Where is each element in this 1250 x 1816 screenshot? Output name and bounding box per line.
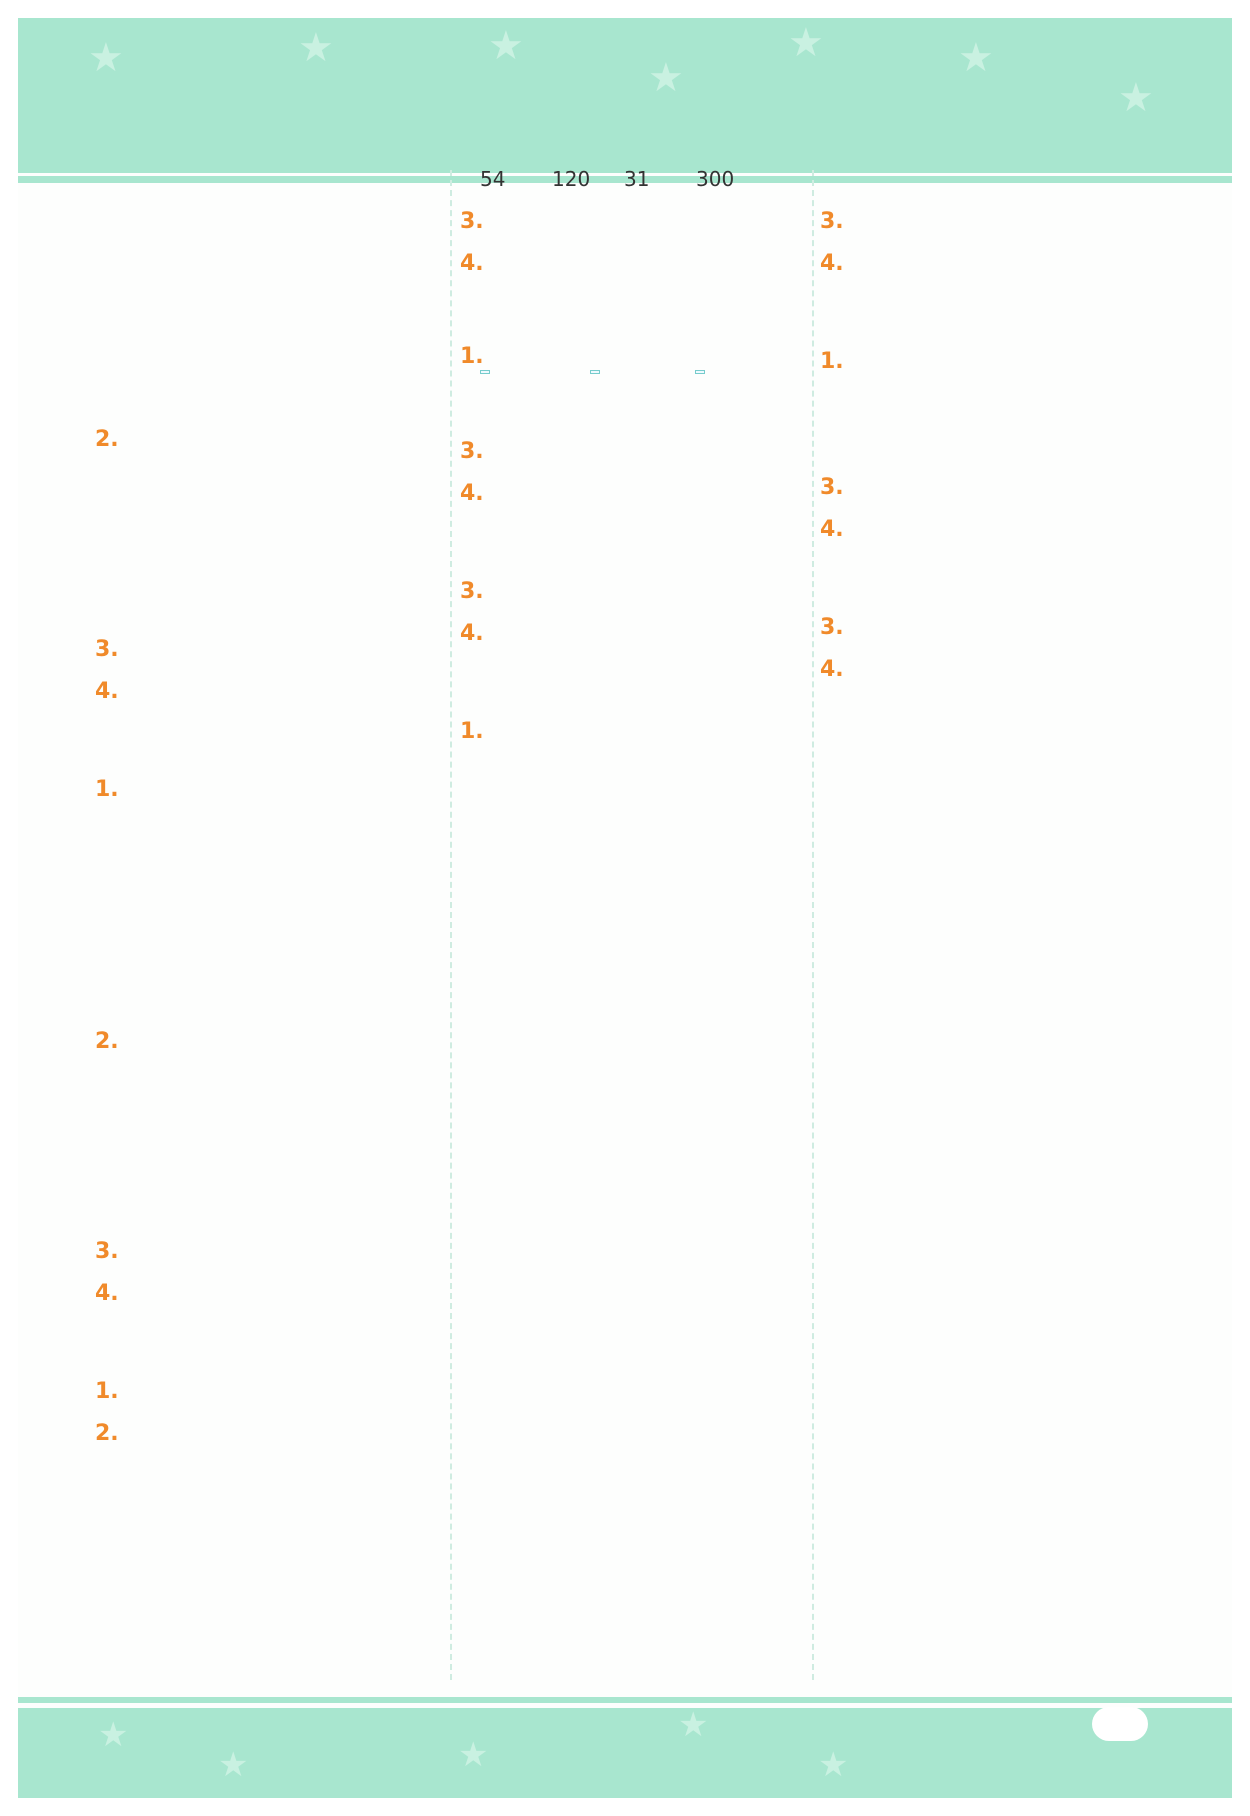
answer-row: 1.: [820, 349, 844, 374]
answer-row: 2.: [95, 1029, 119, 1054]
answer-row: 2.: [95, 427, 119, 452]
star-icon: ★: [458, 1735, 489, 1775]
answer-row: [820, 424, 1150, 466]
column-divider: [450, 170, 452, 1680]
lesson-heading: [820, 284, 1150, 340]
answer-row: 3.: [460, 579, 484, 604]
star-icon: ★: [488, 23, 524, 69]
answer-row: [95, 586, 435, 628]
answer-row: [460, 158, 810, 200]
lesson-heading: [460, 654, 810, 710]
answer-row: [95, 810, 435, 852]
answer-row: 3.: [460, 209, 484, 234]
column-3: [820, 158, 1150, 746]
answer-row: 3.: [820, 209, 844, 234]
answer-row: 2.: [95, 1421, 119, 1446]
matching-diagram: 1.: [470, 340, 810, 430]
star-icon: ★: [788, 20, 824, 66]
answer-row: [95, 978, 435, 1020]
answer-row: 4.: [95, 679, 119, 704]
answer-row: [95, 292, 435, 334]
answer-grid: [95, 1020, 435, 1230]
answer-row: 3.: [460, 439, 484, 464]
answer-cell: 120: [552, 167, 591, 191]
answer-row: [95, 376, 435, 418]
answer-cell: 31: [624, 167, 650, 191]
answer-row: [95, 1454, 435, 1496]
star-icon: ★: [818, 1745, 849, 1785]
answer-row: 3.: [820, 475, 844, 500]
header-banner: [18, 18, 1232, 173]
answer-row: [95, 460, 435, 502]
lesson-heading: [460, 514, 810, 570]
answer-row: [95, 1062, 435, 1104]
answer-row: 4.: [460, 621, 484, 646]
answer-row: 4.: [820, 251, 844, 276]
star-icon: ★: [1118, 75, 1154, 121]
footer-divider: [18, 1697, 1232, 1703]
answer-row: 1.: [95, 1379, 119, 1404]
answer-row: [95, 1496, 435, 1538]
lesson-heading: [820, 690, 1150, 746]
answer-row: [95, 1146, 435, 1188]
column-2: [460, 158, 810, 752]
section-heading: [95, 180, 435, 236]
answer-row: [95, 936, 435, 978]
answer-row: [95, 544, 435, 586]
answer-row: [95, 1104, 435, 1146]
answer-row: [95, 334, 435, 376]
star-icon: ★: [98, 1715, 129, 1755]
star-icon: ★: [958, 35, 994, 81]
star-icon: ★: [298, 25, 334, 71]
column-1: [95, 180, 435, 1580]
answer-row: [95, 1188, 435, 1230]
answer-row: 3.: [95, 1239, 119, 1264]
answer-row: 4.: [460, 481, 484, 506]
answer-grid: [95, 418, 435, 628]
answer-row: [95, 1538, 435, 1580]
answer-row: [820, 158, 1150, 200]
page-number: [1092, 1707, 1148, 1741]
answer-list: [95, 768, 435, 1020]
star-icon: ★: [678, 1705, 709, 1745]
lesson-heading: [460, 284, 810, 340]
answer-row: 3.: [95, 637, 119, 662]
answer-row: 4.: [460, 251, 484, 276]
answer-row: 3.: [820, 615, 844, 640]
answer-cell: 54: [480, 167, 506, 191]
star-icon: ★: [648, 55, 684, 101]
answer-row: [820, 382, 1150, 424]
star-icon: ★: [218, 1745, 249, 1785]
footer-banner: [18, 1705, 1232, 1798]
lesson-heading: [820, 550, 1150, 606]
answer-row: 4.: [820, 657, 844, 682]
column-divider: [812, 170, 814, 1680]
answer-row: 1.: [95, 777, 119, 802]
answer-row: [95, 894, 435, 936]
answer-grid: [460, 158, 810, 200]
answer-cell: 300: [696, 167, 735, 191]
lesson-heading: [95, 712, 435, 768]
answer-grid: [95, 1412, 435, 1580]
answer-row: 4.: [95, 1281, 119, 1306]
answer-row: 4.: [820, 517, 844, 542]
lesson-heading: [95, 1314, 435, 1370]
lesson-heading: [95, 236, 435, 292]
answer-row: 1.: [460, 719, 484, 744]
answer-row: [95, 852, 435, 894]
answer-row: [95, 502, 435, 544]
star-icon: ★: [88, 35, 124, 81]
